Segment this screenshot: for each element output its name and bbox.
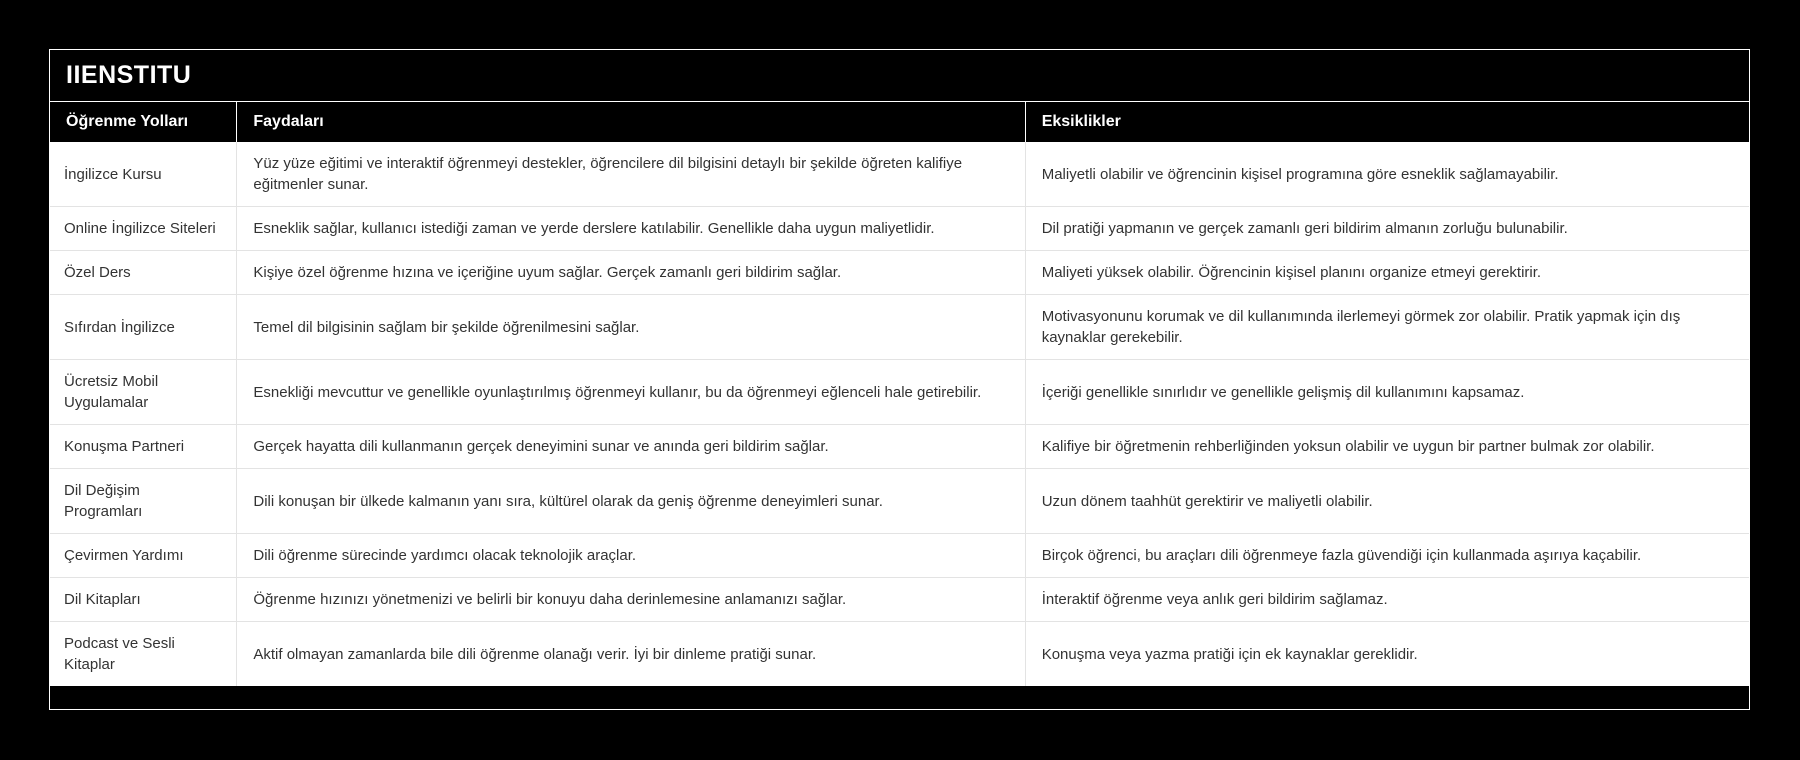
column-header-benefits: Faydaları [237,102,1025,142]
cell-learning-path: Dil Değişim Programları [50,469,237,534]
cell-learning-path: Çevirmen Yardımı [50,534,237,578]
brand-title: IIENSTITU [66,61,192,89]
table-row [50,534,1749,578]
cell-drawback: İçeriği genellikle sınırlıdır ve genellikle gelişmiş dil kullanımını kapsamaz. [1025,360,1749,425]
cell-learning-path: Online İngilizce Siteleri [50,207,237,251]
panel-title-bar [50,50,1749,102]
table-row [50,251,1749,295]
cell-learning-path: Konuşma Partneri [50,425,237,469]
learning-methods-table [50,102,1749,686]
cell-drawback: İnteraktif öğrenme veya anlık geri bildirim sağlamaz. [1025,578,1749,622]
cell-benefit: Esneklik sağlar, kullanıcı istediği zaman ve yerde derslere katılabilir. Genellikle daha uygun maliyetlidir. [237,207,1025,251]
table-row [50,207,1749,251]
cell-benefit: Yüz yüze eğitimi ve interaktif öğrenmeyi destekler, öğrencilere dil bilgisini detaylı bir şekilde öğreten kalifiye eğitmenler sunar. [237,142,1025,207]
table-header-row [50,102,1749,142]
cell-benefit: Kişiye özel öğrenme hızına ve içeriğine uyum sağlar. Gerçek zamanlı geri bildirim sağlar. [237,251,1025,295]
cell-drawback: Konuşma veya yazma pratiği için ek kaynaklar gereklidir. [1025,622,1749,687]
cell-drawback: Motivasyonunu korumak ve dil kullanımında ilerlemeyi görmek zor olabilir. Pratik yapmak için dış kaynaklar gerekebilir. [1025,295,1749,360]
table-row [50,142,1749,207]
table-row [50,295,1749,360]
cell-benefit: Öğrenme hızınızı yönetmenizi ve belirli bir konuyu daha derinlemesine anlamanızı sağlar. [237,578,1025,622]
cell-benefit: Gerçek hayatta dili kullanmanın gerçek deneyimini sunar ve anında geri bildirim sağlar. [237,425,1025,469]
cell-drawback: Maliyetli olabilir ve öğrencinin kişisel programına göre esneklik sağlamayabilir. [1025,142,1749,207]
cell-learning-path: İngilizce Kursu [50,142,237,207]
cell-learning-path: Sıfırdan İngilizce [50,295,237,360]
column-header-learning-paths: Öğrenme Yolları [50,102,237,142]
cell-learning-path: Podcast ve Sesli Kitaplar [50,622,237,687]
table-row [50,360,1749,425]
table-body [50,142,1749,686]
cell-learning-path: Ücretsiz Mobil Uygulamalar [50,360,237,425]
cell-benefit: Dili öğrenme sürecinde yardımcı olacak teknolojik araçlar. [237,534,1025,578]
table-row [50,622,1749,687]
cell-learning-path: Özel Ders [50,251,237,295]
cell-drawback: Maliyeti yüksek olabilir. Öğrencinin kişisel planını organize etmeyi gerektirir. [1025,251,1749,295]
table-row [50,578,1749,622]
cell-benefit: Esnekliği mevcuttur ve genellikle oyunlaştırılmış öğrenmeyi kullanır, bu da öğrenmeyi eğlenceli hale getirebilir. [237,360,1025,425]
cell-benefit: Temel dil bilgisinin sağlam bir şekilde öğrenilmesini sağlar. [237,295,1025,360]
table-row [50,469,1749,534]
content-panel [49,49,1750,710]
cell-drawback: Birçok öğrenci, bu araçları dili öğrenmeye fazla güvendiği için kullanmada aşırıya kaçabilir. [1025,534,1749,578]
cell-drawback: Kalifiye bir öğretmenin rehberliğinden yoksun olabilir ve uygun bir partner bulmak zor olabilir. [1025,425,1749,469]
column-header-drawbacks: Eksiklikler [1025,102,1749,142]
cell-drawback: Dil pratiği yapmanın ve gerçek zamanlı geri bildirim almanın zorluğu bulunabilir. [1025,207,1749,251]
cell-benefit: Aktif olmayan zamanlarda bile dili öğrenme olanağı verir. İyi bir dinleme pratiği sunar. [237,622,1025,687]
cell-drawback: Uzun dönem taahhüt gerektirir ve maliyetli olabilir. [1025,469,1749,534]
cell-learning-path: Dil Kitapları [50,578,237,622]
table-row [50,425,1749,469]
cell-benefit: Dili konuşan bir ülkede kalmanın yanı sıra, kültürel olarak da geniş öğrenme deneyimleri sunar. [237,469,1025,534]
